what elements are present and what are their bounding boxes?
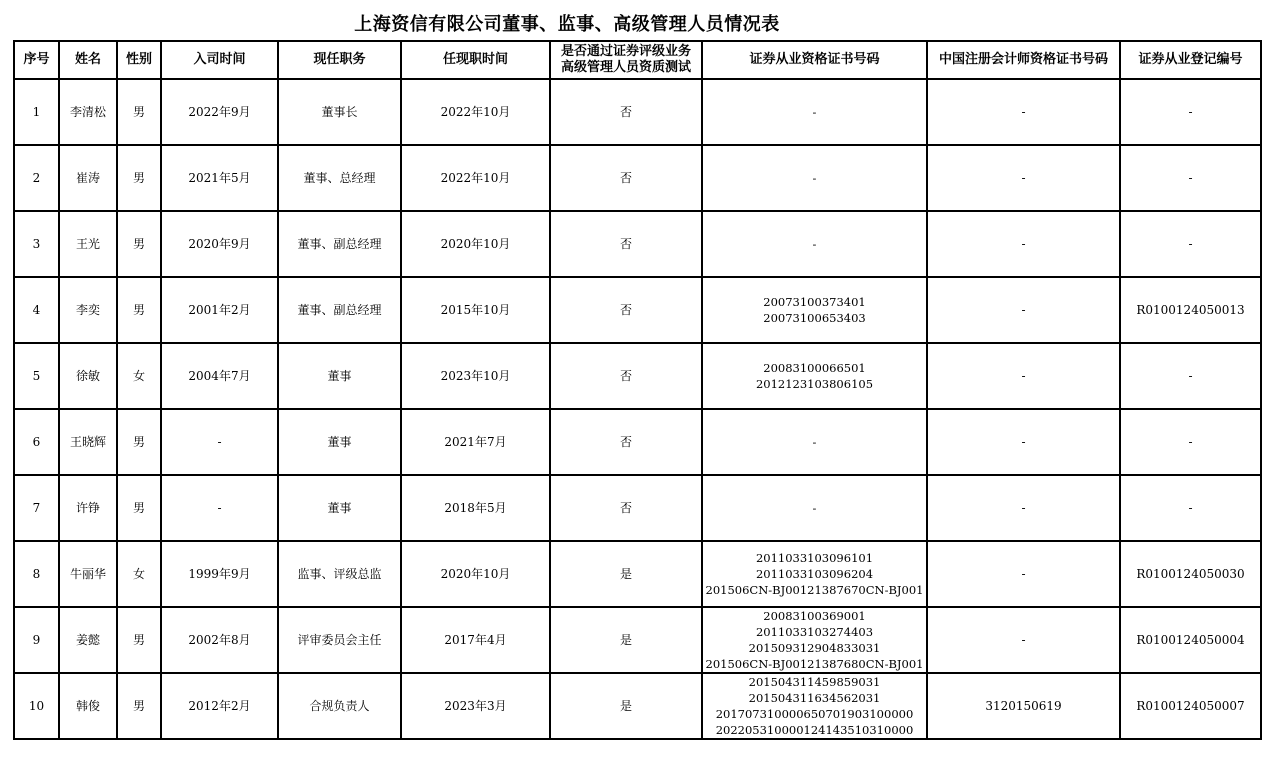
position-since-cell: 2017年4月 <box>401 607 550 673</box>
position-cell: 董事长 <box>278 79 401 145</box>
position-since-cell: 2021年7月 <box>401 409 550 475</box>
gender-cell: 男 <box>117 607 161 673</box>
position-since-cell: 2020年10月 <box>401 211 550 277</box>
securities-cert-number: 2011033103096204 <box>755 567 874 581</box>
join-date-cell: 2012年2月 <box>161 673 278 739</box>
person-name-cell: 崔涛 <box>59 145 117 211</box>
securities-cert-cell <box>702 211 927 277</box>
registration-no-cell: R0100124050030 <box>1120 541 1261 607</box>
table-body <box>14 79 1261 739</box>
securities-cert-number: 20083100066501 <box>763 361 866 375</box>
join-date-cell: 1999年9月 <box>161 541 278 607</box>
row-number-cell: 3 <box>14 211 59 277</box>
header-cpa-cert: 中国注册会计师资格证书号码 <box>927 41 1120 79</box>
qualification-passed-cell: 否 <box>550 343 702 409</box>
table-row <box>14 409 1261 475</box>
header-gender: 性别 <box>117 41 161 79</box>
cpa-cert-cell: 3120150619 <box>927 673 1120 739</box>
header-name: 姓名 <box>59 41 117 79</box>
row-number-cell: 6 <box>14 409 59 475</box>
position-cell: 合规负责人 <box>278 673 401 739</box>
person-name-cell: 牛丽华 <box>59 541 117 607</box>
header-qualification-line2: 高级管理人员资质测试 <box>560 60 691 75</box>
securities-cert-number: - <box>812 501 817 515</box>
header-qualification-line1: 是否通过证券评级业务 <box>560 44 691 59</box>
gender-cell: 女 <box>117 541 161 607</box>
qualification-passed-cell: 否 <box>550 475 702 541</box>
gender-cell: 男 <box>117 475 161 541</box>
registration-no-cell: R0100124050007 <box>1120 673 1261 739</box>
cpa-cert-cell: - <box>927 277 1120 343</box>
securities-cert-cell <box>702 475 927 541</box>
securities-cert-number: - <box>812 105 817 119</box>
position-cell: 董事、副总经理 <box>278 211 401 277</box>
person-name-cell: 李奕 <box>59 277 117 343</box>
table-row <box>14 343 1261 409</box>
securities-cert-cell <box>702 541 927 607</box>
securities-cert-number: 201504311459859031 <box>748 675 881 689</box>
position-cell: 评审委员会主任 <box>278 607 401 673</box>
join-date-cell: 2022年9月 <box>161 79 278 145</box>
position-cell: 董事、总经理 <box>278 145 401 211</box>
securities-cert-number: 20073100653403 <box>763 311 866 325</box>
position-cell: 董事 <box>278 343 401 409</box>
person-name-cell: 许铮 <box>59 475 117 541</box>
securities-cert-number: - <box>812 171 817 185</box>
gender-cell: 男 <box>117 79 161 145</box>
securities-cert-number: - <box>812 237 817 251</box>
registration-no-cell: - <box>1120 343 1261 409</box>
registration-no-cell: - <box>1120 409 1261 475</box>
join-date-cell: - <box>161 409 278 475</box>
securities-cert-number: 202205310000124143510310000 <box>715 723 914 737</box>
position-cell: 董事 <box>278 409 401 475</box>
cpa-cert-cell: - <box>927 607 1120 673</box>
person-name-cell: 韩俊 <box>59 673 117 739</box>
join-date-cell: 2004年7月 <box>161 343 278 409</box>
table-row <box>14 475 1261 541</box>
securities-cert-number: 201504311634562031 <box>748 691 881 705</box>
securities-cert-cell <box>702 277 927 343</box>
securities-cert-cell <box>702 409 927 475</box>
header-qualification-test <box>550 41 702 79</box>
gender-cell: 男 <box>117 673 161 739</box>
gender-cell: 男 <box>117 277 161 343</box>
row-number-cell: 9 <box>14 607 59 673</box>
cpa-cert-cell: - <box>927 541 1120 607</box>
position-since-cell: 2023年10月 <box>401 343 550 409</box>
table-row <box>14 79 1261 145</box>
securities-cert-number: - <box>812 435 817 449</box>
header-no: 序号 <box>14 41 59 79</box>
header-registration-no: 证券从业登记编号 <box>1120 41 1261 79</box>
securities-cert-number: 20083100369001 <box>763 609 866 623</box>
qualification-passed-cell: 否 <box>550 79 702 145</box>
row-number-cell: 4 <box>14 277 59 343</box>
securities-cert-number: 201707310000650701903100000 <box>715 707 914 721</box>
registration-no-cell: R0100124050004 <box>1120 607 1261 673</box>
qualification-passed-cell: 否 <box>550 277 702 343</box>
person-name-cell: 徐敏 <box>59 343 117 409</box>
position-cell: 董事 <box>278 475 401 541</box>
securities-cert-number: 2011033103274403 <box>755 625 874 639</box>
securities-cert-cell <box>702 673 927 739</box>
cpa-cert-cell: - <box>927 79 1120 145</box>
securities-cert-cell <box>702 145 927 211</box>
join-date-cell: 2021年5月 <box>161 145 278 211</box>
cpa-cert-cell: - <box>927 211 1120 277</box>
securities-cert-number: 20073100373401 <box>763 295 866 309</box>
qualification-passed-cell: 是 <box>550 607 702 673</box>
row-number-cell: 8 <box>14 541 59 607</box>
header-position: 现任职务 <box>278 41 401 79</box>
table-row <box>14 607 1261 673</box>
table-row <box>14 145 1261 211</box>
registration-no-cell: R0100124050013 <box>1120 277 1261 343</box>
row-number-cell: 7 <box>14 475 59 541</box>
securities-cert-number: 201509312904833031 <box>748 641 881 655</box>
position-since-cell: 2015年10月 <box>401 277 550 343</box>
position-since-cell: 2022年10月 <box>401 145 550 211</box>
securities-cert-cell <box>702 343 927 409</box>
person-name-cell: 李清松 <box>59 79 117 145</box>
position-cell: 董事、副总经理 <box>278 277 401 343</box>
securities-cert-number: 2011033103096101 <box>755 551 874 565</box>
join-date-cell: - <box>161 475 278 541</box>
join-date-cell: 2020年9月 <box>161 211 278 277</box>
header-position-since: 任现职时间 <box>401 41 550 79</box>
securities-cert-number: 2012123103806105 <box>755 377 874 391</box>
position-since-cell: 2022年10月 <box>401 79 550 145</box>
table-row <box>14 211 1261 277</box>
position-since-cell: 2023年3月 <box>401 673 550 739</box>
securities-cert-number: 201506CN-BJ00121387680CN-BJ001 <box>705 657 924 671</box>
securities-cert-cell <box>702 607 927 673</box>
person-name-cell: 王晓辉 <box>59 409 117 475</box>
gender-cell: 男 <box>117 145 161 211</box>
table-row <box>14 277 1261 343</box>
qualification-passed-cell: 是 <box>550 673 702 739</box>
header-securities-cert: 证券从业资格证书号码 <box>702 41 927 79</box>
join-date-cell: 2001年2月 <box>161 277 278 343</box>
row-number-cell: 2 <box>14 145 59 211</box>
registration-no-cell: - <box>1120 475 1261 541</box>
qualification-passed-cell: 否 <box>550 409 702 475</box>
management-table <box>13 40 1262 740</box>
table-row <box>14 541 1261 607</box>
securities-cert-number: 201506CN-BJ00121387670CN-BJ001 <box>705 583 924 597</box>
qualification-passed-cell: 是 <box>550 541 702 607</box>
registration-no-cell: - <box>1120 79 1261 145</box>
position-cell: 监事、评级总监 <box>278 541 401 607</box>
cpa-cert-cell: - <box>927 343 1120 409</box>
cpa-cert-cell: - <box>927 409 1120 475</box>
qualification-passed-cell: 否 <box>550 211 702 277</box>
cpa-cert-cell: - <box>927 475 1120 541</box>
registration-no-cell: - <box>1120 145 1261 211</box>
header-row <box>14 41 1261 79</box>
person-name-cell: 王光 <box>59 211 117 277</box>
table-row <box>14 673 1261 739</box>
cpa-cert-cell: - <box>927 145 1120 211</box>
gender-cell: 男 <box>117 409 161 475</box>
person-name-cell: 姜懿 <box>59 607 117 673</box>
header-join-date: 入司时间 <box>161 41 278 79</box>
gender-cell: 男 <box>117 211 161 277</box>
qualification-passed-cell: 否 <box>550 145 702 211</box>
position-since-cell: 2020年10月 <box>401 541 550 607</box>
row-number-cell: 1 <box>14 79 59 145</box>
join-date-cell: 2002年8月 <box>161 607 278 673</box>
row-number-cell: 10 <box>14 673 59 739</box>
position-since-cell: 2018年5月 <box>401 475 550 541</box>
row-number-cell: 5 <box>14 343 59 409</box>
page-title: 上海资信有限公司董事、监事、高级管理人员情况表 <box>354 14 780 35</box>
gender-cell: 女 <box>117 343 161 409</box>
registration-no-cell: - <box>1120 211 1261 277</box>
securities-cert-cell <box>702 79 927 145</box>
